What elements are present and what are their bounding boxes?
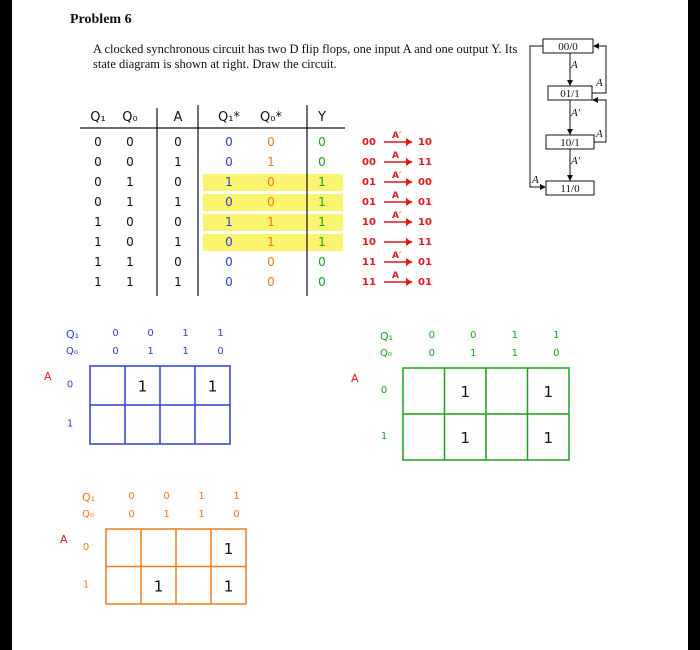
table-cell: 1 (126, 255, 134, 269)
kmap-q0-header: 0 (553, 348, 560, 359)
transition-from: 01 (362, 197, 376, 208)
kmap-q1-header: 0 (428, 330, 435, 341)
table-header-cell: Q₁ (90, 110, 106, 125)
arc-label: A (596, 77, 603, 89)
table-cell: 0 (318, 135, 326, 149)
kmap-q0-header: 1 (163, 509, 170, 520)
transition-to: 01 (418, 257, 432, 268)
kmap-cell: 1 (543, 429, 554, 447)
transition-arrowhead (406, 278, 412, 286)
kmap-q1-header: 1 (511, 330, 518, 341)
table-cell: 0 (225, 195, 233, 209)
state-label: 00/0 (558, 41, 578, 53)
state-table (80, 105, 345, 296)
transition-to: 10 (418, 137, 432, 148)
transition-from: 11 (362, 277, 376, 288)
kmap-q1-header: 1 (198, 491, 205, 502)
table-header-cell: Q₁* (218, 110, 240, 125)
table-cell: 1 (94, 275, 102, 289)
transition-label: A′ (392, 251, 402, 261)
transition-to: 01 (418, 277, 432, 288)
transition-from: 10 (362, 237, 376, 248)
kmap-row-label: 1 (380, 431, 388, 442)
kmap-cell: 1 (207, 377, 218, 396)
transition-label: A′ (392, 131, 402, 141)
arc-label: A (571, 59, 578, 71)
kmap-q1-header: 1 (217, 328, 224, 339)
kmap-q0-label: Q₀ (66, 346, 78, 357)
table-cell: 1 (174, 155, 182, 169)
table-cell: 1 (94, 215, 102, 229)
transition-arrowhead (406, 178, 412, 186)
kmap-q0-header: 0 (128, 509, 135, 520)
transition-label: A (392, 151, 399, 161)
transition-to: 11 (418, 157, 432, 168)
table-cell: 0 (174, 255, 182, 269)
table-header-cell: Q₀ (122, 110, 138, 125)
table-cell: 0 (94, 175, 102, 189)
table-cell: 1 (174, 195, 182, 209)
kmap-cell: 1 (460, 383, 471, 401)
table-cell: 0 (225, 155, 233, 169)
table-cell: 0 (126, 155, 134, 169)
kmap-cell: 1 (153, 577, 164, 596)
table-cell: 0 (267, 135, 275, 149)
transition-arrowhead (406, 138, 412, 146)
kmap-cell: 1 (223, 539, 234, 558)
table-cell: 1 (318, 215, 326, 229)
arc-label: A (596, 128, 603, 140)
kmap-cell: 1 (543, 383, 554, 401)
table-cell: 0 (94, 195, 102, 209)
kmap-q1-header: 0 (147, 328, 154, 339)
kmap-q0-header: 0 (428, 348, 435, 359)
table-cell: 1 (267, 155, 275, 169)
kmap-row-label: 1 (66, 418, 74, 430)
problem-title: Problem 6 (70, 12, 132, 27)
kmap-row-label: 0 (380, 385, 388, 396)
kmap-q0-label: Q₀ (82, 509, 94, 520)
table-cell: 0 (267, 275, 275, 289)
transition-arrowhead (406, 198, 412, 206)
kmap-q0-header: 1 (511, 348, 518, 359)
arc-label: A′ (571, 155, 581, 167)
table-cell: 0 (126, 215, 134, 229)
kmap-q0-header: 0 (112, 346, 119, 357)
table-cell: 0 (174, 175, 182, 189)
transition-label: A (392, 271, 399, 281)
kmap-1 (44, 328, 230, 444)
table-cell: 1 (225, 175, 233, 189)
table-header-cell: Q₀* (260, 110, 282, 125)
table-cell: 0 (94, 155, 102, 169)
table-cell: 0 (126, 135, 134, 149)
state-label: 10/1 (560, 137, 580, 149)
table-cell: 1 (174, 275, 182, 289)
table-cell: 0 (225, 255, 233, 269)
table-cell: 0 (318, 155, 326, 169)
transition-from: 11 (362, 257, 376, 268)
kmap-q1-header: 1 (233, 491, 240, 502)
transition-label: A′ (392, 171, 402, 181)
kmap-q1-label: Q₁ (66, 328, 80, 341)
table-cell: 1 (318, 175, 326, 189)
transition-label: A (392, 191, 399, 201)
kmap-input-label: A (351, 372, 359, 385)
kmap-input-label: A (60, 533, 68, 546)
transition-label: A′ (392, 211, 402, 221)
table-cell: 0 (174, 215, 182, 229)
table-cell: 0 (267, 175, 275, 189)
table-cell: 1 (126, 175, 134, 189)
table-header-cell: Y (318, 110, 326, 125)
kmap-cell: 1 (460, 429, 471, 447)
kmap-input-label: A (44, 370, 52, 383)
problem-description: A clocked synchronous circuit has two D flip flops, one input A and one output Y. Its state diagram is shown at right. Draw the circuit. (93, 42, 518, 71)
arc-00-11 (530, 46, 546, 187)
table-cell: 0 (174, 135, 182, 149)
table-cell: 1 (267, 235, 275, 249)
kmap-q0-header: 1 (147, 346, 154, 357)
table-cell: 0 (94, 135, 102, 149)
kmap-cell: 1 (137, 377, 148, 396)
table-cell: 1 (318, 235, 326, 249)
kmap-q0-header: 1 (182, 346, 189, 357)
transition-arrowhead (406, 238, 412, 246)
transition-to: 10 (418, 217, 432, 228)
table-cell: 1 (126, 275, 134, 289)
table-cell: 1 (318, 195, 326, 209)
table-cell: 1 (94, 235, 102, 249)
transition-from: 01 (362, 177, 376, 188)
kmap-q1-label: Q₁ (380, 330, 394, 343)
transition-from: 00 (362, 137, 376, 148)
table-cell: 1 (267, 215, 275, 229)
table-cell: 0 (225, 275, 233, 289)
state-label: 01/1 (560, 88, 580, 100)
table-header-cell: A (173, 110, 183, 125)
transition-to: 00 (418, 177, 432, 188)
transition-from: 00 (362, 157, 376, 168)
kmap-cell: 1 (223, 577, 234, 596)
kmap-2 (351, 330, 569, 460)
table-cell: 0 (318, 275, 326, 289)
transition-arrowhead (406, 258, 412, 266)
state-diagram (530, 39, 606, 195)
kmap-q1-header: 0 (470, 330, 477, 341)
transition-to: 01 (418, 197, 432, 208)
kmap-row-label: 0 (66, 379, 74, 391)
kmap-q0-header: 1 (470, 348, 477, 359)
arc-label: A′ (571, 107, 581, 119)
transition-from: 10 (362, 217, 376, 228)
kmap-q1-header: 1 (182, 328, 189, 339)
state-label: 11/0 (560, 183, 580, 195)
kmap-q1-header: 0 (128, 491, 135, 502)
table-cell: 1 (126, 195, 134, 209)
table-cell: 0 (225, 235, 233, 249)
kmap-q1-header: 0 (163, 491, 170, 502)
arc-label: A (532, 174, 539, 186)
table-cell: 0 (267, 195, 275, 209)
kmap-q1-label: Q₁ (82, 491, 96, 504)
kmap-q1-header: 0 (112, 328, 119, 339)
kmap-row-label: 0 (82, 541, 90, 553)
table-cell: 0 (225, 135, 233, 149)
table-cell: 0 (126, 235, 134, 249)
transition-arrowhead (406, 158, 412, 166)
table-cell: 1 (225, 215, 233, 229)
kmap-q1-header: 1 (553, 330, 560, 341)
table-cell: 0 (318, 255, 326, 269)
transition-arrowhead (406, 218, 412, 226)
table-cell: 0 (267, 255, 275, 269)
table-cell: 1 (174, 235, 182, 249)
transition-to: 11 (418, 237, 432, 248)
kmap-3 (60, 491, 246, 604)
kmap-q0-header: 0 (217, 346, 224, 357)
kmap-q0-header: 1 (198, 509, 205, 520)
kmap-row-label: 1 (82, 579, 90, 591)
kmap-q0-header: 0 (233, 509, 240, 520)
kmap-q0-label: Q₀ (380, 348, 392, 359)
table-cell: 1 (94, 255, 102, 269)
